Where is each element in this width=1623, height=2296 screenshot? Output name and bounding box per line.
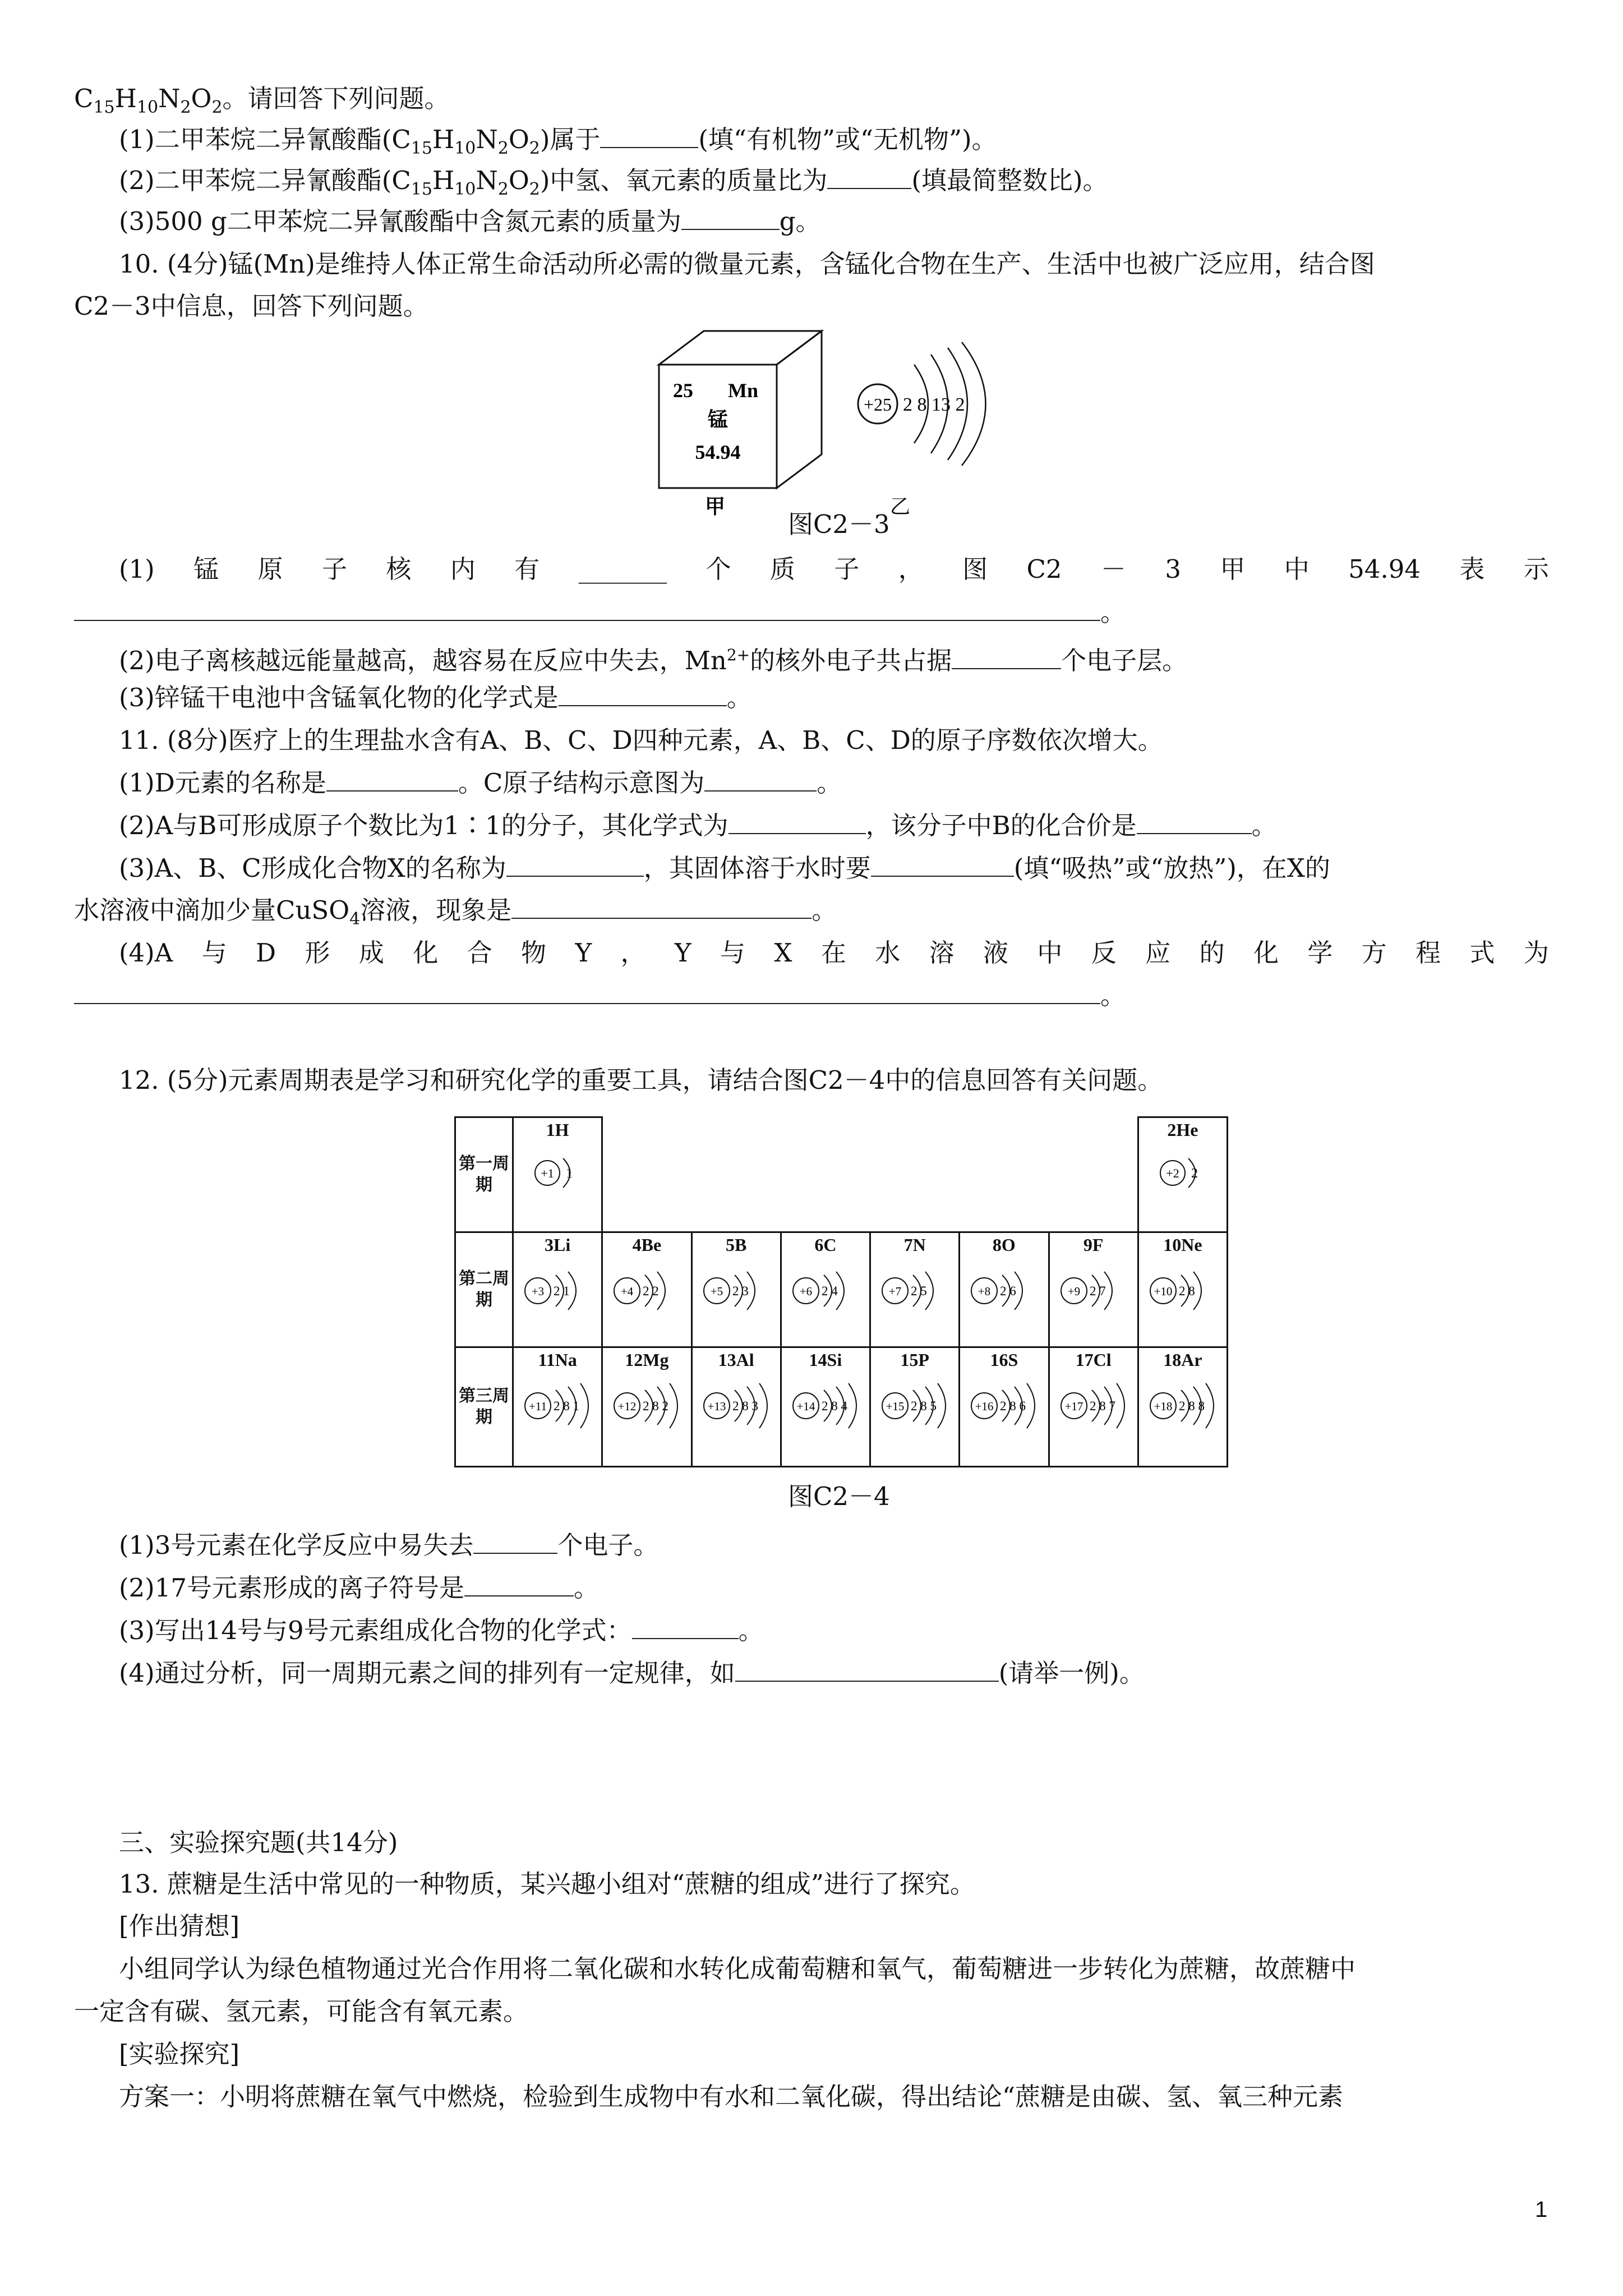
word: 子 bbox=[834, 554, 860, 584]
element-symbol: 9F bbox=[1083, 1235, 1104, 1255]
nucleus-charge: +3 bbox=[531, 1285, 545, 1298]
formula: $C_{15}H_{10}N_2O_2$ bbox=[391, 165, 540, 199]
electron-shells: 2 4 bbox=[821, 1284, 838, 1298]
nucleus-charge: +17 bbox=[1064, 1400, 1083, 1413]
word: 为 bbox=[1523, 938, 1549, 968]
element-cell bbox=[513, 1232, 602, 1347]
element-symbol: 12Mg bbox=[625, 1350, 669, 1370]
word: 中 bbox=[1284, 554, 1310, 584]
section-heading: 三、实验探究题(共14分) bbox=[119, 1828, 398, 1857]
nucleus-charge: +4 bbox=[621, 1285, 634, 1298]
atom-diagram bbox=[962, 1375, 1046, 1437]
word: 示 bbox=[1523, 554, 1549, 584]
electron-shells: 2 3 bbox=[732, 1284, 749, 1298]
answer-blank[interactable] bbox=[600, 125, 698, 148]
svg-text:+1: +1 bbox=[541, 1166, 554, 1180]
q12-stem: 12. (5分)元素周期表是学习和研究化学的重要工具，请结合图C2－4中的信息回答有关问题。 bbox=[119, 1065, 1163, 1095]
electron-shells: 2 6 bbox=[1000, 1284, 1017, 1298]
nucleus-charge: +9 bbox=[1067, 1285, 1080, 1298]
shell-arc bbox=[1027, 1383, 1035, 1428]
word: X bbox=[774, 938, 792, 968]
word: 图 bbox=[962, 554, 988, 584]
q12-part1: (1)3号元素在化学反应中易失去 个电子。 bbox=[119, 1530, 659, 1560]
shell-arc bbox=[938, 1383, 946, 1428]
empty-gap bbox=[602, 1117, 1138, 1232]
answer-blank[interactable] bbox=[74, 597, 1100, 621]
electron-shells: 2 8 4 bbox=[821, 1399, 847, 1413]
element-cell bbox=[960, 1232, 1049, 1347]
figure-caption: 图C2－3 bbox=[788, 509, 890, 539]
electron-shells: 2 8 7 bbox=[1089, 1399, 1115, 1413]
figure-caption: 图C2－4 bbox=[788, 1481, 890, 1511]
word: 子 bbox=[321, 554, 347, 584]
nucleus-charge: +25 bbox=[863, 394, 892, 415]
word: ， bbox=[898, 554, 924, 584]
q12-part4: (4)通过分析，同一周期元素之间的排列有一定规律，如 (请举一例)。 bbox=[119, 1658, 1145, 1688]
answer-blank[interactable] bbox=[326, 768, 458, 792]
atom-diagram bbox=[962, 1260, 1046, 1322]
electron-shells: 2 8 1 bbox=[554, 1399, 580, 1413]
element-cell bbox=[781, 1232, 870, 1347]
q10-part2: (2)电子离核越远能量越高，越容易在反应中失去，$Mn^{2+}$的核外电子共占据 个电子层。 bbox=[119, 646, 1188, 675]
nucleus-charge: +18 bbox=[1154, 1400, 1173, 1413]
card-name: 锰 bbox=[707, 408, 728, 431]
nucleus-charge: +7 bbox=[888, 1285, 902, 1298]
q10-stem-line1: 10. (4分)锰(Mn)是维持人体正常生命活动所必需的微量元素，含锰化合物在生产、生活中也被广泛应用，结合图 bbox=[119, 249, 1375, 279]
answer-blank[interactable] bbox=[827, 165, 911, 189]
atom-diagram bbox=[873, 1260, 957, 1322]
nucleus-charge: +15 bbox=[886, 1400, 905, 1413]
atom-diagram bbox=[515, 1260, 600, 1322]
q11-part4-line2: 。 bbox=[74, 979, 1126, 1013]
element-symbol: 2He bbox=[1167, 1120, 1198, 1140]
word: 54.94 bbox=[1348, 554, 1421, 584]
answer-blank[interactable] bbox=[464, 1573, 574, 1596]
element-cell bbox=[960, 1347, 1049, 1467]
word: 个 bbox=[706, 554, 731, 584]
label-yi: 乙 bbox=[889, 495, 911, 516]
element-cell bbox=[870, 1347, 960, 1467]
word: 应 bbox=[1145, 938, 1171, 968]
element-cell bbox=[781, 1347, 870, 1467]
atom-diagram bbox=[1141, 1260, 1225, 1322]
atom-diagram bbox=[694, 1260, 778, 1322]
q9-part1: (1)二甲苯烷二异氰酸酯$(C_{15}H_{10}N_2O_2)$属于 (填“有机物”或“无机物”)。 bbox=[119, 125, 997, 158]
atom-diagram bbox=[1141, 1375, 1225, 1437]
page-number: 1 bbox=[1535, 2197, 1548, 2222]
q12-part3: (3)写出14号与9号元素组成化合物的化学式： 。 bbox=[119, 1616, 764, 1645]
q12-part2: (2)17号元素形成的离子符号是 。 bbox=[119, 1573, 600, 1603]
electron-shells: 2 8 13 2 bbox=[903, 394, 965, 415]
answer-blank[interactable] bbox=[871, 853, 1014, 877]
element-symbol: 13Al bbox=[718, 1350, 754, 1370]
word: 核 bbox=[386, 554, 412, 584]
nucleus-charge: +8 bbox=[978, 1285, 991, 1298]
q9-part3: (3)500 g二甲苯烷二异氰酸酯中含氮元素的质量为 g。 bbox=[119, 206, 821, 236]
electron-shells: 2 8 6 bbox=[1000, 1399, 1026, 1413]
answer-blank[interactable] bbox=[473, 1530, 557, 1554]
shell-arc bbox=[759, 1383, 767, 1428]
electron-shells: 2 8 bbox=[1178, 1284, 1195, 1298]
word: 的 bbox=[1199, 938, 1225, 968]
atom-diagram bbox=[694, 1375, 778, 1437]
word: 程 bbox=[1415, 938, 1441, 968]
period-row bbox=[455, 1232, 1228, 1347]
atom-diagram bbox=[873, 1375, 957, 1437]
shell-arc bbox=[849, 1383, 856, 1428]
atom-diagram bbox=[524, 1145, 591, 1201]
q11-part2: (2)A与B可形成原子个数比为1∶1的分子，其化学式为 ，该分子中B的化合价是 。 bbox=[119, 811, 1277, 840]
svg-text:+2: +2 bbox=[1166, 1166, 1179, 1180]
word: 液 bbox=[983, 938, 1009, 968]
element-cell bbox=[870, 1232, 960, 1347]
period-row bbox=[455, 1117, 1228, 1232]
word: 3 bbox=[1165, 554, 1181, 584]
word: 内 bbox=[450, 554, 476, 584]
nucleus-charge: +13 bbox=[707, 1400, 726, 1413]
word: 有 bbox=[514, 554, 540, 584]
answer-blank[interactable] bbox=[704, 768, 817, 792]
word: 与 bbox=[201, 938, 227, 968]
atom-diagram bbox=[515, 1375, 600, 1437]
element-cell-He bbox=[1138, 1117, 1227, 1232]
word: 溶 bbox=[929, 938, 955, 968]
word: 中 bbox=[1037, 938, 1063, 968]
q9-part2: (2)二甲苯烷二异氰酸酯$(C_{15}H_{10}N_2O_2)$中氢、氧元素的质量比为 (填最简整数比)。 bbox=[119, 165, 1108, 199]
shell-arc bbox=[670, 1383, 677, 1428]
explore-heading: [实验探究] bbox=[119, 2039, 240, 2069]
electron-shells: 2 8 5 bbox=[911, 1399, 937, 1413]
q10-part1-line2: 。 bbox=[74, 596, 1126, 629]
guess-heading: [作出猜想] bbox=[119, 1911, 240, 1941]
plan1-line: 方案一：小明将蔗糖在氧气中燃烧，检验到生成物中有水和二氧化碳，得出结论“蔗糖是由碳、氢、氧三种元素 bbox=[119, 2082, 1344, 2111]
svg-text:1: 1 bbox=[566, 1166, 573, 1181]
card-symbol: Mn bbox=[728, 379, 758, 402]
card-atomic-number: 25 bbox=[673, 379, 693, 402]
nucleus-charge: +11 bbox=[529, 1400, 547, 1413]
electron-shells: 2 5 bbox=[911, 1284, 927, 1298]
word: 原 bbox=[257, 554, 283, 584]
period-label: 第二周期 bbox=[455, 1232, 513, 1347]
word: 锰 bbox=[193, 554, 219, 584]
word: 学 bbox=[1307, 938, 1333, 968]
element-cell bbox=[1049, 1232, 1138, 1347]
formula: CuSO$_4$ bbox=[276, 895, 361, 929]
atom-diagram bbox=[783, 1375, 868, 1437]
q11-part3: (3)A、B、C形成化合物X的名称为 ，其固体溶于水时要 (填“吸热”或“放热”)，在X的 bbox=[119, 853, 1330, 883]
element-symbol: 18Ar bbox=[1163, 1350, 1202, 1370]
guess-line2: 一定含有碳、氢元素，可能含有氧元素。 bbox=[74, 1996, 529, 2026]
manganese-figure bbox=[651, 325, 993, 516]
formula: $C_{15}H_{10}N_2O_2$ bbox=[74, 84, 223, 117]
element-cell bbox=[513, 1347, 602, 1467]
word: 式 bbox=[1469, 938, 1495, 968]
q10-part3: (3)锌锰干电池中含锰氧化物的化学式是 。 bbox=[119, 683, 752, 712]
answer-blank[interactable] bbox=[735, 1658, 999, 1682]
word: 形 bbox=[305, 938, 330, 968]
electron-shells: 2 7 bbox=[1089, 1284, 1106, 1298]
nucleus-charge: +14 bbox=[796, 1400, 815, 1413]
word: (4)A bbox=[119, 938, 173, 968]
element-symbol: 3Li bbox=[545, 1235, 571, 1255]
element-symbol: 6C bbox=[814, 1235, 837, 1255]
element-symbol: 7N bbox=[903, 1235, 926, 1255]
element-symbol: 15P bbox=[900, 1350, 929, 1370]
word: 方 bbox=[1361, 938, 1387, 968]
answer-blank[interactable] bbox=[632, 1616, 739, 1639]
atom-diagram bbox=[1149, 1145, 1216, 1201]
element-cell-H bbox=[513, 1117, 602, 1232]
element-symbol: 8O bbox=[992, 1235, 1016, 1255]
atom-diagram bbox=[605, 1260, 689, 1322]
element-symbol: 14Si bbox=[809, 1350, 842, 1370]
q13-stem: 13. 蔗糖是生活中常见的一种物质，某兴趣小组对“蔗糖的组成”进行了探究。 bbox=[119, 1869, 975, 1899]
word: 反 bbox=[1091, 938, 1117, 968]
label-jia: 甲 bbox=[704, 495, 726, 516]
word: _______ bbox=[578, 554, 667, 584]
answer-blank[interactable] bbox=[559, 683, 727, 706]
word: Y bbox=[674, 938, 691, 968]
word: 合 bbox=[467, 938, 492, 968]
period-label: 第三周期 bbox=[455, 1347, 513, 1467]
electron-shells: 2 8 3 bbox=[732, 1399, 758, 1413]
word: 化 bbox=[1253, 938, 1279, 968]
q11-part3-line2: 水溶液中滴加少量CuSO$_4$溶液，现象是 。 bbox=[74, 895, 837, 929]
atom-diagram bbox=[1052, 1260, 1136, 1322]
element-symbol: 5B bbox=[725, 1235, 747, 1255]
shell-arc bbox=[580, 1383, 588, 1428]
word: 表 bbox=[1459, 554, 1485, 584]
q10-part1 bbox=[119, 553, 1549, 586]
word: 成 bbox=[358, 938, 384, 968]
nucleus-charge: +6 bbox=[799, 1285, 813, 1298]
nucleus-charge: +5 bbox=[710, 1285, 723, 1298]
answer-blank[interactable] bbox=[681, 206, 780, 230]
electron-shells: 2 8 8 bbox=[1178, 1399, 1205, 1413]
word: 与 bbox=[720, 938, 746, 968]
period-row bbox=[455, 1347, 1228, 1467]
answer-blank[interactable] bbox=[74, 981, 1100, 1004]
element-cell bbox=[602, 1232, 691, 1347]
word: D bbox=[256, 938, 276, 968]
word: 化 bbox=[413, 938, 439, 968]
word: Y bbox=[575, 938, 592, 968]
q9-intro: $C_{15}H_{10}N_2O_2$。请回答下列问题。 bbox=[74, 84, 450, 117]
guess-line1: 小组同学认为绿色植物通过光合作用将二氧化碳和水转化成葡萄糖和氧气，葡萄糖进一步转化为蔗糖，故蔗糖中 bbox=[119, 1954, 1356, 1984]
element-symbol: 10Ne bbox=[1163, 1235, 1202, 1255]
word: (1) bbox=[119, 554, 155, 584]
element-cell bbox=[1049, 1347, 1138, 1467]
word: 水 bbox=[875, 938, 901, 968]
q11-part1: (1)D元素的名称是 。C原子结构示意图为 。 bbox=[119, 768, 842, 798]
atom-diagram bbox=[783, 1260, 868, 1322]
element-symbol: 17Cl bbox=[1075, 1350, 1112, 1370]
element-symbol: 1H bbox=[546, 1120, 569, 1140]
formula: $C_{15}H_{10}N_2O_2$ bbox=[391, 125, 540, 158]
q11-part4 bbox=[119, 936, 1549, 970]
electron-shells: 2 8 2 bbox=[643, 1399, 669, 1413]
figure-c2-3 bbox=[651, 325, 993, 516]
word: C2 bbox=[1026, 554, 1062, 584]
word: ， bbox=[620, 938, 646, 968]
word: 质 bbox=[769, 554, 795, 584]
answer-blank[interactable] bbox=[1137, 811, 1252, 834]
element-cell bbox=[1138, 1347, 1227, 1467]
word: 物 bbox=[521, 938, 547, 968]
shell-arc bbox=[1206, 1383, 1214, 1428]
element-symbol: 16S bbox=[990, 1350, 1018, 1370]
answer-blank[interactable] bbox=[511, 895, 811, 919]
shell-arc bbox=[1117, 1383, 1124, 1428]
answer-blank[interactable] bbox=[506, 853, 644, 877]
periodic-table bbox=[454, 1116, 1228, 1467]
word: － bbox=[1100, 554, 1126, 584]
element-cell bbox=[1138, 1232, 1227, 1347]
element-cell bbox=[602, 1347, 691, 1467]
answer-blank[interactable] bbox=[952, 646, 1061, 669]
card-mass: 54.94 bbox=[695, 441, 741, 463]
element-symbol: 11Na bbox=[538, 1350, 577, 1370]
electron-shells: 2 2 bbox=[643, 1284, 660, 1298]
q10-stem-line2: C2－3中信息，回答下列问题。 bbox=[74, 291, 428, 321]
atom-diagram bbox=[1052, 1375, 1136, 1437]
svg-text:2: 2 bbox=[1191, 1166, 1198, 1181]
q11-stem: 11. (8分)医疗上的生理盐水含有A、B、C、D四种元素，A、B、C、D的原子序数依次增大。 bbox=[119, 725, 1163, 755]
nucleus-charge: +10 bbox=[1154, 1285, 1173, 1298]
nucleus-charge: +12 bbox=[617, 1400, 637, 1413]
word: 在 bbox=[820, 938, 846, 968]
element-cell bbox=[691, 1232, 781, 1347]
answer-blank[interactable] bbox=[728, 811, 866, 834]
element-cell bbox=[691, 1347, 781, 1467]
electron-shells: 2 1 bbox=[554, 1284, 570, 1298]
period-label: 第一周期 bbox=[455, 1117, 513, 1232]
nucleus-charge: +16 bbox=[975, 1400, 994, 1413]
element-symbol: 4Be bbox=[632, 1235, 662, 1255]
atom-diagram bbox=[605, 1375, 689, 1437]
word: 甲 bbox=[1220, 554, 1246, 584]
